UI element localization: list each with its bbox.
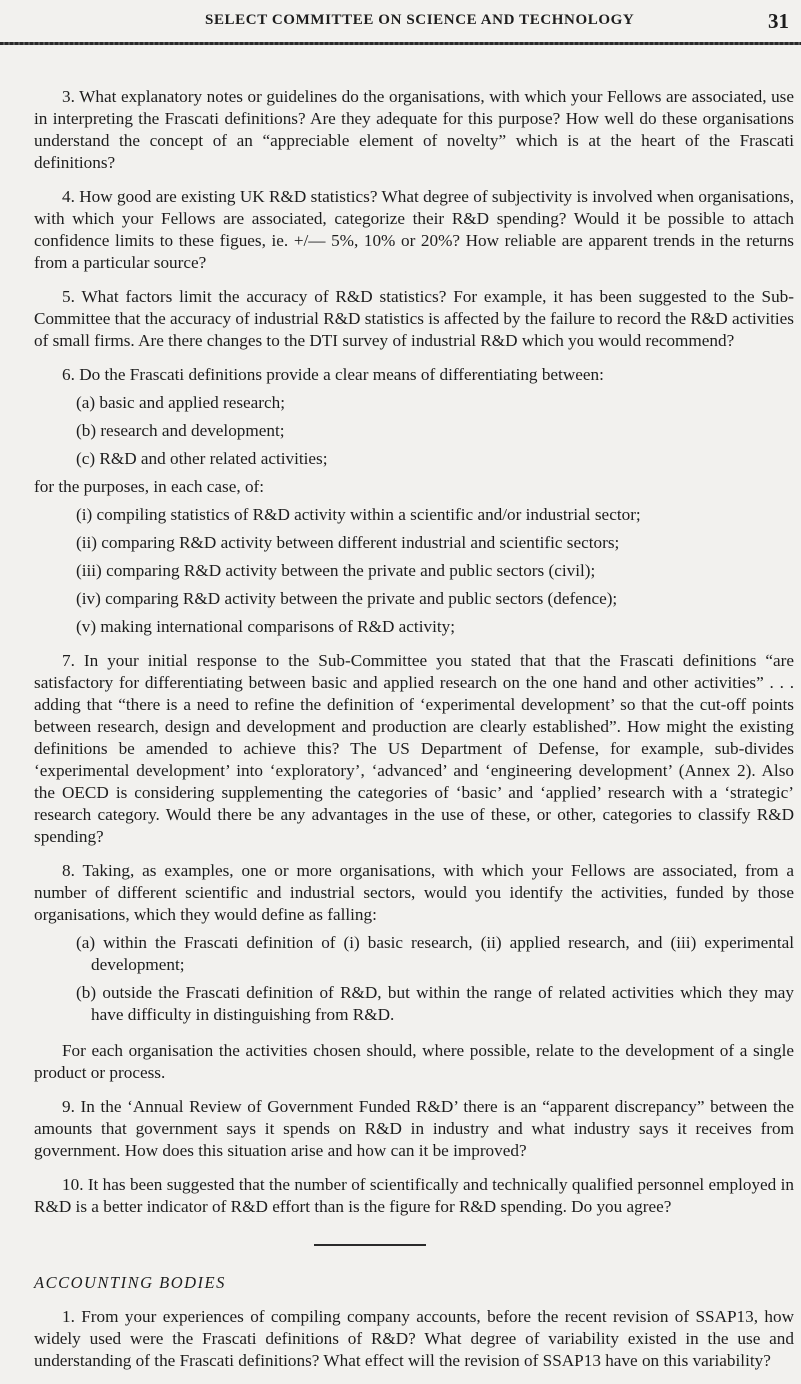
question-8-followup: For each organisation the activities chosen should, where possible, relate to the development of a single product or process. [34,1041,794,1082]
section-divider [314,1244,426,1246]
question-4: 4. How good are existing UK R&D statistics? What degree of subjectivity is involved when organisations, with which your Fellows are associated, categorize their R&D spending? Would it be possible to attach confidence limits to these figues, ie. +/— 5%, 10% or 20%? How reliable are apparent trends in the returns from a particular source? [34,187,794,272]
question-6-item-a: (a) basic and applied research; [76,393,286,412]
question-6-purpose-iv: (iv) comparing R&D activity between the private and public sectors (defence); [76,589,618,608]
question-6-purpose-v: (v) making international comparisons of R&D activity; [76,617,455,636]
header-rule [0,42,801,45]
page-header [0,9,801,36]
question-7: 7. In your initial response to the Sub-Committee you stated that that the Frascati definitions “are satisfactory for differentiating between basic and applied research on the one hand and other activities” . . . adding that “there is a need to refine the definition of ‘experimental development’ so that the cut-off points between research, design and development and production are clearly established”. How might the existing definitions be amended to achieve this? The US Department of Defense, for example, sub-divides ‘experimental development’ into ‘exploratory’, ‘advanced’ and ‘engineering development’ (Annex 2). Also the OECD is considering supplementing the categories of ‘basic’ and ‘applied’ research with a ‘strategic’ research category. Would there be any advantages in the use of these, or other, categories to classify R&D spending? [34,651,794,846]
question-8-item-a: (a) within the Frascati definition of (i) basic research, (ii) applied research, and (iii) experimental development; [76,933,794,974]
question-10: 10. It has been suggested that the number of scientifically and technically qualified personnel employed in R&D is a better indicator of R&D effort than is the figure for R&D spending. Do you agree? [34,1175,794,1216]
question-6-lead: for the purposes, in each case, of: [34,477,265,496]
question-8-intro: 8. Taking, as examples, one or more organisations, with which your Fellows are associated, from a number of different scientific and industrial sectors, would you identify the activities, funded by those organisations, which they would define as falling: [34,861,794,924]
question-6-item-c: (c) R&D and other related activities; [76,449,328,468]
question-6-intro: 6. Do the Frascati definitions provide a clear means of differentiating between: [62,365,604,384]
page-body [34,86,794,1384]
running-title: SELECT COMMITTEE ON SCIENCE AND TECHNOLOGY [205,12,635,28]
question-5: 5. What factors limit the accuracy of R&D statistics? For example, it has been suggested to the Sub-Committee that the accuracy of industrial R&D statistics is affected by the failure to record the R&D activities of small firms. Are there changes to the DTI survey of industrial R&D which you would recommend? [34,287,795,350]
question-3: 3. What explanatory notes or guidelines do the organisations, with which your Fellows are associated, use in interpreting the Frascati definitions? Are they adequate for this purpose? How well do these organisations understand the concept of an “appreciable element of novelty” which is at the heart of the Frascati definitions? [34,87,794,172]
question-6-purpose-iii: (iii) comparing R&D activity between the private and public sectors (civil); [76,561,596,580]
question-8-item-b: (b) outside the Frascati definition of R&D, but within the range of related activities which they may have difficulty in distinguishing from R&D. [76,983,794,1024]
question-6-item-b: (b) research and development; [76,421,285,440]
accounting-question-1: 1. From your experiences of compiling company accounts, before the recent revision of SSAP13, how widely used were the Frascati definitions of R&D? What degree of variability existed in the use and understanding of the Frascati definitions? What effect will the revision of SSAP13 have on this variability? [34,1307,794,1370]
page-number: 31 [768,9,789,33]
question-9: 9. In the ‘Annual Review of Government Funded R&D’ there is an “apparent discrepancy” between the amounts that government says it spends on R&D in industry and what industry says it receives from government. How does this situation arise and how can it be improved? [34,1097,794,1160]
question-6-purpose-i: (i) compiling statistics of R&D activity within a scientific and/or industrial sector; [76,505,641,524]
section-heading-accounting-bodies: ACCOUNTING BODIES [34,1273,226,1292]
question-6-purpose-ii: (ii) comparing R&D activity between different industrial and scientific sectors; [76,533,620,552]
